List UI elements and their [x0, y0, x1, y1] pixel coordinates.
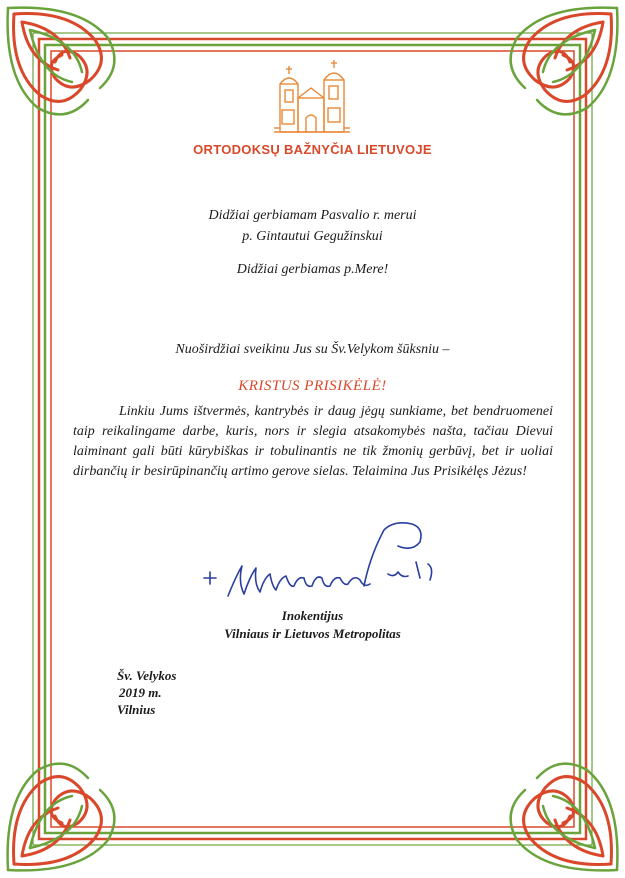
- signer-title: Vilniaus ir Lietuvos Metropolitas: [224, 626, 401, 641]
- organization-name: ORTODOKSŲ BAŽNYČIA LIETUVOJE: [193, 142, 432, 157]
- handwritten-signature: [198, 516, 448, 608]
- greeting: Nuoširdžiai sveikinu Jus su Šv.Velykom šūksniu –: [175, 342, 450, 357]
- cathedral-icon: [270, 58, 354, 136]
- body-line-1: Linkiu Jums ištvermės, kantrybės ir daug jėgų sunkiame, bet bendruomenei: [119, 404, 553, 419]
- letter-body: [73, 402, 553, 482]
- body-line-2: taip reikalingame darbe, kuris, nors ir slegia atsakomybės našta, tačiau Dievui: [73, 424, 553, 439]
- occasion: Šv. Velykos: [117, 668, 177, 683]
- body-line-4: dirbančių ir besirūpinančių artimo gerove sielas. Telaimina Jus Prisikėlęs Jėzus!: [73, 464, 527, 479]
- salutation: Didžiai gerbiamas p.Mere!: [236, 262, 389, 277]
- body-line-3: laiminant gali būti kūrybiškas ir tobulinantis ne tik žmonių gerbūvį, bet ir uoliai: [73, 444, 553, 459]
- signer-name: Inokentijus: [281, 608, 344, 623]
- addressee-line-1: Didžiai gerbiamam Pasvalio r. merui: [208, 208, 417, 223]
- addressee-line-2: p. Gintautui Gegužinskui: [242, 229, 383, 244]
- easter-exclamation: KRISTUS PRISIKĖLĖ!: [238, 378, 387, 394]
- date: 2019 m.: [119, 685, 162, 700]
- place-and-date: [117, 667, 176, 718]
- city: Vilnius: [117, 702, 156, 717]
